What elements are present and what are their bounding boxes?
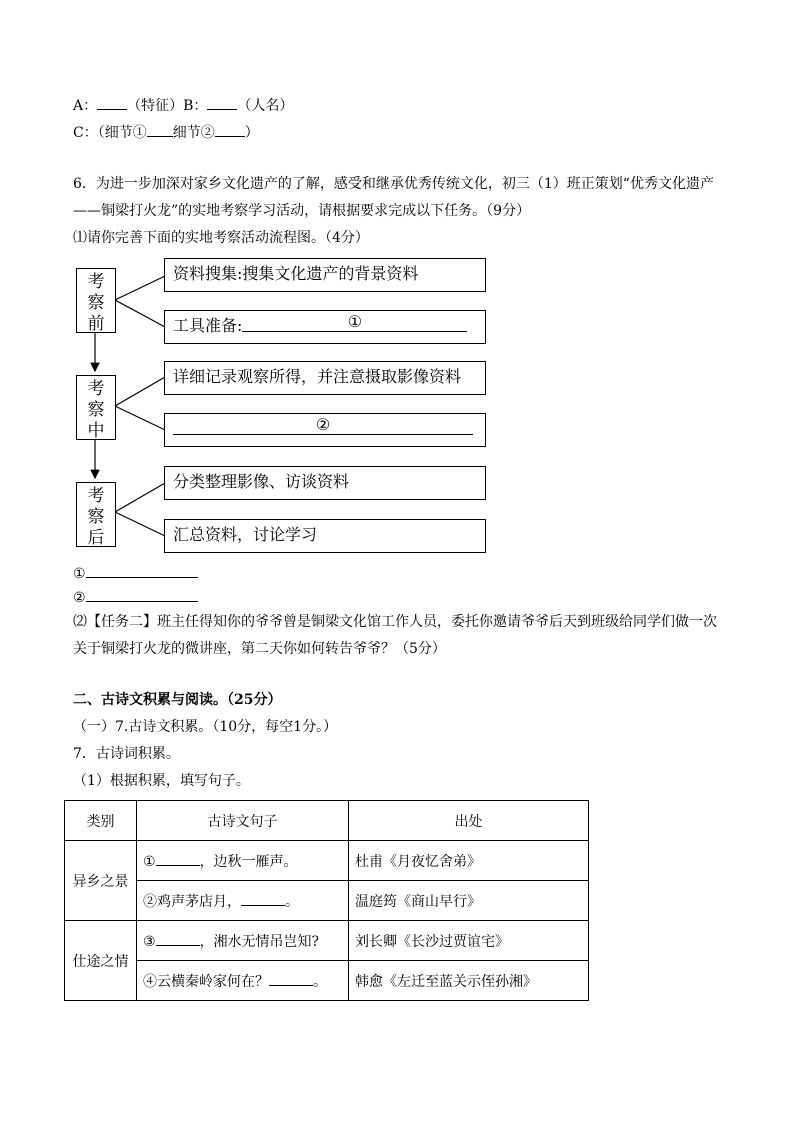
connector-s2-top: [115, 377, 165, 406]
q6-subquestion-2-line-2: 关于铜梁打火龙的微讲座，第二天你如何转告爷爷？（5分）: [73, 641, 446, 657]
source-cell: 温庭筠《商山早行》: [349, 881, 589, 921]
label-c: C：（细节: [73, 125, 133, 141]
answer-1-number: ①: [73, 566, 86, 582]
label-a: A：: [73, 98, 98, 114]
sentence-prefix: ③: [143, 933, 156, 950]
sentence-suffix: ，湘水无情吊岂知?: [199, 933, 320, 950]
sentence-cell: [137, 841, 349, 881]
q6-intro-line-2: ——铜梁打火龙”的实地考察学习活动，请根据要求完成以下任务。（9分）: [73, 203, 531, 219]
answer-2-number: ②: [73, 590, 86, 606]
table-row: [65, 841, 589, 881]
q6-subquestion-1: ⑴请你完善下面的实地考察活动流程图。（4分）: [73, 230, 369, 246]
before-item-1: 资料搜集:搜集文化遗产的背景资料: [173, 264, 419, 283]
stage-after-label: 考察后: [87, 486, 105, 548]
table-row: [65, 921, 589, 961]
before-item-1-box: [164, 258, 486, 292]
table-row: [65, 881, 589, 921]
stage-after-box: [76, 482, 116, 547]
source-cell: 刘长卿《长沙过贾谊宅》: [349, 921, 589, 961]
question-7-title: 7．古诗词积累。: [73, 746, 180, 762]
section-2-part-1: （一）7.古诗文积累。（10分，每空1分。）: [73, 719, 338, 735]
sentence-suffix: ，边秋一雁声。: [199, 853, 298, 870]
sentence-suffix: 。: [285, 893, 299, 910]
after-item-1: 分类整理影像、访谈资料: [173, 472, 350, 491]
detail-2-number: ②: [200, 125, 215, 141]
category-cell: 异乡之景: [65, 841, 137, 921]
during-item-2-box: [164, 413, 486, 447]
table-row: [65, 961, 589, 1001]
after-item-2: 汇总资料，讨论学习: [173, 525, 318, 544]
during-blank[interactable]: [173, 414, 473, 435]
stage-during-box: [76, 375, 116, 440]
fill-blank-3[interactable]: [156, 932, 200, 946]
q6-subquestion-2-line-1: ⑵【任务二】班主任得知你的爷爷曾是铜梁文化馆工作人员，委托你邀请爷爷后天到班级给同学们做一次: [73, 614, 717, 630]
fill-blank-1[interactable]: [156, 852, 200, 866]
sentence-cell: [137, 921, 349, 961]
during-item-1: 详细记录观察所得，并注意摄取影像资料: [173, 367, 462, 386]
before-item-2-label: 工具准备:: [173, 316, 243, 335]
sentence-prefix: ④云横秦岭家何在？: [143, 973, 269, 990]
label-c-end: ）: [244, 125, 259, 141]
connector-s1-top: [115, 276, 165, 300]
fill-blank-4[interactable]: [269, 972, 313, 986]
section-2-title: 二、古诗文积累与阅读。（25分）: [73, 692, 282, 708]
detail-1-number: ①: [132, 125, 147, 141]
header-sentence: 古诗文句子: [137, 801, 349, 841]
after-item-1-box: [164, 466, 486, 500]
source-cell: 杜甫《月夜忆舍弟》: [349, 841, 589, 881]
label-b-suffix: （人名）: [237, 98, 294, 114]
table-header-row: [65, 801, 589, 841]
answer-2-blank[interactable]: [86, 587, 198, 602]
question-7-1: （1）根据积累，填写句子。: [73, 773, 250, 789]
sentence-cell: [137, 961, 349, 1001]
before-item-2-box: [164, 310, 486, 344]
stage-before-box: [76, 268, 116, 333]
answer-2-line: [73, 587, 198, 608]
connector-s3-bottom: [115, 512, 165, 536]
sentence-prefix: ①: [143, 853, 156, 870]
after-item-2-box: [164, 519, 486, 553]
sentence-prefix: ②鸡声茅店月，: [143, 893, 241, 910]
connector-s2-bottom: [115, 406, 165, 430]
poem-table: [64, 800, 589, 1001]
sentence-suffix: 。: [313, 973, 327, 990]
connector-s1-bottom: [115, 300, 165, 327]
answer-1-blank[interactable]: [86, 563, 198, 578]
q6-intro-line-1: 6．为进一步加深对家乡文化遗产的了解，感受和继承优秀传统文化，初三（1）班正策划“优秀文化遗产: [73, 176, 714, 192]
label-a-suffix: （特征）B：: [127, 98, 208, 114]
label-detail: 细节: [172, 125, 201, 141]
source-cell: 韩愈《左迁至蓝关示侄孙湘》: [349, 961, 589, 1001]
stage-before-label: 考察前: [87, 272, 105, 334]
during-item-1-box: [164, 361, 486, 395]
sentence-cell: [137, 881, 349, 921]
answer-1-line: [73, 563, 198, 584]
tool-prep-blank[interactable]: [242, 311, 467, 332]
stage-during-label: 考察中: [87, 379, 105, 441]
header-source: 出处: [349, 801, 589, 841]
header-category: 类别: [65, 801, 137, 841]
tool-prep-marker: ①: [347, 312, 363, 331]
fill-blank-2[interactable]: [241, 892, 285, 906]
category-cell: 仕途之情: [65, 921, 137, 1001]
connector-s3-top: [115, 483, 165, 512]
during-blank-marker: ②: [315, 415, 331, 434]
